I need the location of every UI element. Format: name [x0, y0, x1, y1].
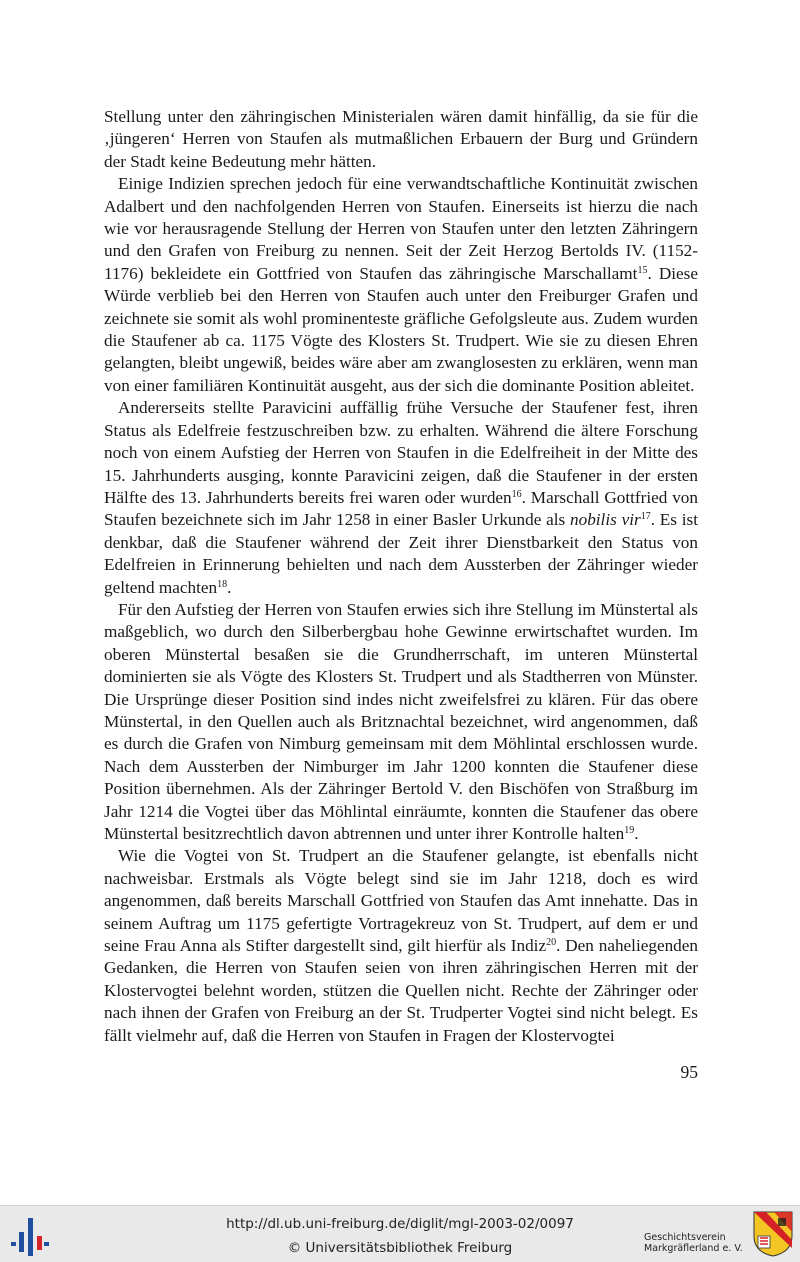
- text-run: . Es ist denkbar, daß die Staufener während der Zeit ihrer Dienstbarkeit den Status von Edelfreien in Erinnerung behielten und nach dem Aussterben der Zähringer wieder geltend machten: [104, 510, 698, 597]
- text-run: . Diese Würde verblieb bei den Herren von Staufen auch unter den Freiburger Grafen und zeichnete sie somit als wohl prominenteste gräfliche Gefolgsleute aus. Zudem wurden die Staufener ab ca. 1175 Vögte des Klosters St. Trudpert. Wie sie zu diesen Ehren gelangten, bleibt ungewiß, beides wäre aber am zwanglosesten zu erklären, wenn man von einer familiären Kontinuität ausgeht, aus der sich die dominante Position ableitet.: [104, 263, 698, 395]
- society-name-line1: Geschichtsverein: [644, 1232, 726, 1243]
- viewer-footer: [0, 1205, 800, 1262]
- footnote-marker: 19: [624, 825, 635, 836]
- footnote-marker: 16: [511, 488, 522, 500]
- footnote-marker: 17: [640, 511, 651, 523]
- footnote-marker: 18: [217, 578, 228, 590]
- society-name-line2: Markgräflerland e. V.: [644, 1243, 743, 1254]
- text-run: Für den Aufstieg der Herren von Staufen erwies sich ihre Stellung im Münstertal als maßgeblich, wo durch den Silberbergbau hohe Gewinne erwirtschaftet wurden. Im oberen Münstertal besaßen sie die Grundherrschaft, im unteren Münstertal dominierten sie als Vögte des Klosters St. Trudpert und als Stadtherren von Münster. Die Ursprünge dieser Position sind indes nicht zweifelsfrei zu klären. Für das obere Münstertal, in den Quellen auch als Britznachtal bezeichnet, wird angenommen, daß es durch die Grafen von Nimburg gemeinsam mit dem Möhlintal erschlossen wurde. Nach dem Aussterben der Nimburger im Jahr 1200 konnten die Staufener diese Position übernehmen. Als der Zähringer Bertold V. den Bischöfen von Straßburg im Jahr 1214 die Vogtei über das Möhlintal einräumte, konnten die Staufener das obere Münstertal besitzrechtlich davon abtrennen und unter ihrer Kontrolle halten: [104, 599, 698, 843]
- text-run: Andererseits stellte Paravicini auffällig frühe Versuche der Staufener fest, ihren Status als Edelfreie festzuschreiben bzw. zu erhalten. Während die ältere Forschung noch von einem Aufstieg der Herren von Staufen in die Edelfreiheit in der Mitte des 15. Jahrhunderts ausging, konnte Paravicini zeigen, daß die Staufener in der ersten Hälfte des 13. Jahrhunderts bereits frei waren oder wurden: [104, 398, 698, 507]
- ub-freiburg-logo-icon[interactable]: [8, 1214, 52, 1258]
- copyright-notice: © Universitätsbibliothek Freiburg: [287, 1240, 513, 1256]
- text-run: Einige Indizien sprechen jedoch für eine verwandtschaftliche Kontinuität zwischen Adalbert und den nachfolgenden Herren von Staufen. Einerseits ist hierzu die nach wie vor herausragende Stellung der Herren von Staufen unter den letzten Zähringern und den Grafen von Freiburg zu nennen. Seit der Zeit Herzog Bertolds IV. (1152-1176) bekleidete ein Gottfried von Staufen das zähringische Marschallamt: [104, 174, 698, 283]
- paragraph: [104, 173, 698, 397]
- text-run: . Marschall Gottfried von Staufen bezeichnete sich im Jahr 1258 in einer Basler Urkunde als: [104, 487, 698, 530]
- permalink-url[interactable]: http://dl.ub.uni-freiburg.de/diglit/mgl-2003-02/0097: [226, 1216, 574, 1232]
- italic-quote: nobilis vir: [570, 510, 641, 530]
- text-run: Wie die Vogtei von St. Trudpert an die Staufener gelangte, ist ebenfalls nicht nachweisbar. Erstmals als Vögte belegt sind sie im Jahr 1218, doch es wird angenommen, daß bereits Marschall Gottfried von Staufen das Amt innehatte. Das in seinem Auftrag um 1175 gefertigte Vortragekreuz von St. Trudpert, auf dem er und seine Frau Anna als Stifter dargestellt sind, gilt hierfür als Indiz: [104, 846, 698, 956]
- text-run: .: [227, 577, 232, 597]
- footnote-marker: 20: [546, 937, 557, 949]
- paragraph: [104, 599, 698, 845]
- society-name[interactable]: [644, 1232, 754, 1254]
- coat-of-arms-icon[interactable]: [752, 1210, 794, 1258]
- paragraph: [104, 106, 698, 173]
- paragraph: [104, 845, 698, 1047]
- footnote-marker: 15: [637, 264, 648, 276]
- text-run: .: [634, 824, 639, 843]
- text-run: Stellung unter den zähringischen Ministerialen wären damit hinfällig, da sie für die ‚jüngeren‘ Herren von Staufen als mutmaßlichen Erbauern der Burg und Gründern der Stadt keine Bedeutung mehr hätten.: [104, 107, 698, 171]
- paragraph: [104, 397, 698, 599]
- page-number: 95: [680, 1062, 698, 1082]
- page-body-text: [104, 106, 698, 1047]
- text-run: . Den naheliegenden Gedanken, die Herren von Staufen seien von ihren zähringischen Herren mit der Klostervogtei belehnt worden, stützen die Quellen nicht. Rechte der Zähringer oder nach ihnen der Grafen von Freiburg an der St. Trudperter Vogtei sind nicht belegt. Es fällt vielmehr auf, daß die Herren von Staufen in Fragen der Klostervogtei: [104, 936, 698, 1045]
